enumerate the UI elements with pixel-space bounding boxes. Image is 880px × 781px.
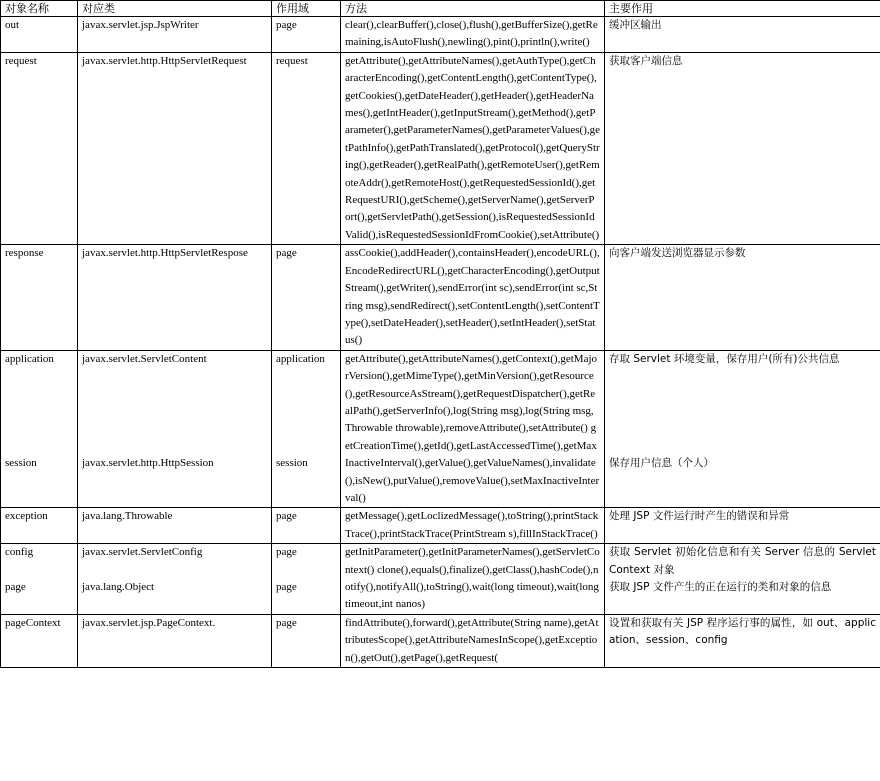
object-name: out <box>1 17 78 53</box>
object-name: config <box>5 546 34 559</box>
object-class: javax.servlet.ServletContent <box>82 352 207 365</box>
table-row-application-session <box>1 350 880 508</box>
object-purpose-cell <box>605 350 880 508</box>
object-purpose-cell <box>605 614 880 667</box>
header-scope: 作用域 <box>272 1 341 17</box>
object-purpose: 获取客户端信息 <box>605 52 880 244</box>
object-scope: page <box>272 508 341 544</box>
object-purpose: 向客户端发送浏览器显示参数 <box>605 245 880 350</box>
table-row-response <box>1 245 880 350</box>
object-methods: assCookie(),addHeader(),containsHeader(),encodeURL(),EncodeRedirectURL(),getCharacterEncoding(),getOutputStream(),getWriter(),sendError(int sc),sendError(int sc,String msg),sendRedirect(),setContentLength(),setContentType(),setDateHeader(),setHeader(),setIntHeader(),setStatus() <box>341 245 605 350</box>
object-scope: request <box>272 52 341 244</box>
header-methods: 方法 <box>341 1 605 17</box>
object-class: java.lang.Throwable <box>78 508 272 544</box>
object-purpose: 存取 Servlet 环境变量，保存用户(所有)公共信息 <box>609 352 840 365</box>
object-scope: application <box>276 352 325 365</box>
header-class: 对应类 <box>78 1 272 17</box>
object-name: application <box>5 352 54 365</box>
table-row-exception <box>1 508 880 544</box>
object-scope: page <box>272 614 341 667</box>
object-name-cell <box>1 350 78 508</box>
object-methods: getAttribute(),getAttributeNames(),getAuthType(),getCharacterEncoding(),getContentLength(),getContentType(),getCookies(),getDateHeader(),getHeader(),getHeaderNames(),getIntHeader(),getInputStream(),getMethod(),getParameter(),getParameterNames(),getParameterValues(),getPathInfo(),getPathTranslated(),getProtocol(),getQueryString(),getReader(),getRealPath(),getRemoteUser(),getRemoteAddr(),getRemoteHost(),getRequestedSessionId(),getRequestURI(),getScheme(),getServerName(),getServerPort(),getServletPath(),getSession(),isRequestedSessionIdValid(),isRequestedSessionIdFromCookie(),setAttribute() <box>341 52 605 244</box>
object-scope-cell <box>272 350 341 508</box>
object-purpose-cell <box>605 544 880 615</box>
object-scope: page <box>276 546 297 559</box>
object-methods: getAttribute(),getAttributeNames(),getContext(),getMajorVersion(),getMimeType(),getMinVersion(),getResource(),getResourceAsStream(),getRequestDispatcher(),getRealPath(),getServerInfo(),log(String msg),log(String msg,Throwable throwable),removeAttribute(),setAttribute() getCreationTime(),getId(),getLastAccessedTime(),getMaxInactiveInterval(),getValue(),getValueNames(),invalidate(),isNew(),putValue(),removeValue(),setMaxInactiveInterval() <box>341 350 605 508</box>
header-object-name: 对象名称 <box>1 1 78 17</box>
table-row-pagecontext <box>1 614 880 667</box>
object-name: pageContext <box>1 614 78 667</box>
object-scope: page <box>276 580 297 593</box>
object-methods: findAttribute(),forward(),getAttribute(String name),getAttributesScope(),getAttributeNamesInScope(),getException(),getOut(),getPage(),getRequest( <box>345 616 599 664</box>
table-row-out <box>1 17 880 53</box>
object-class: javax.servlet.jsp.JspWriter <box>78 17 272 53</box>
header-row <box>1 1 880 17</box>
object-name: request <box>1 52 78 244</box>
object-methods: getMessage(),getLoclizedMessage(),toString(),printStackTrace(),printStackTrace(PrintStream s),fillInStackTrace() <box>341 508 605 544</box>
object-purpose: 缓冲区输出 <box>605 17 880 53</box>
object-methods: getInitParameter(),getInitParameterNames(),getServletContext() clone(),equals(),finalize(),getClass(),hashCode(),notify(),notifyAll(),toString(),wait(long timeout),wait(long timeout,int nanos) <box>341 544 605 615</box>
object-methods-cell <box>341 614 605 667</box>
object-name: page <box>5 580 26 593</box>
header-purpose: 主要作用 <box>605 1 880 17</box>
object-name-cell <box>1 544 78 615</box>
object-class: java.lang.Object <box>82 580 155 593</box>
object-class-cell <box>78 350 272 508</box>
object-methods: clear(),clearBuffer(),close(),flush(),getBufferSize(),getRemaining,isAutoFlush(),newling(),pint(),println(),write() <box>341 17 605 53</box>
object-purpose: 获取 Servlet 初始化信息和有关 Server 信息的 ServletContext 对象 <box>609 546 876 576</box>
object-scope: session <box>276 457 308 470</box>
object-class-cell <box>78 544 272 615</box>
object-purpose: 保存用户信息（个人） <box>609 457 714 470</box>
object-purpose: 获取 JSP 文件产生的正在运行的类和对象的信息 <box>609 581 832 593</box>
table-row-config-page <box>1 544 880 615</box>
object-scope: page <box>272 17 341 53</box>
object-purpose: 设置和获取有关 JSP 程序运行事的属性，如 out、application、session、config <box>609 616 876 647</box>
object-class: javax.servlet.http.HttpSession <box>82 457 214 470</box>
object-scope: page <box>272 245 341 350</box>
object-purpose: 处理 JSP 文件运行时产生的错误和异常 <box>605 508 880 544</box>
object-class: javax.servlet.jsp.PageContext. <box>78 614 272 667</box>
object-scope-cell <box>272 544 341 615</box>
object-name: exception <box>1 508 78 544</box>
object-name: session <box>5 457 37 470</box>
object-class: javax.servlet.http.HttpServletRequest <box>78 52 272 244</box>
table-row-request <box>1 52 880 244</box>
object-class: javax.servlet.ServletConfig <box>82 546 203 559</box>
object-class: javax.servlet.http.HttpServletRespose <box>78 245 272 350</box>
object-name: response <box>1 245 78 350</box>
